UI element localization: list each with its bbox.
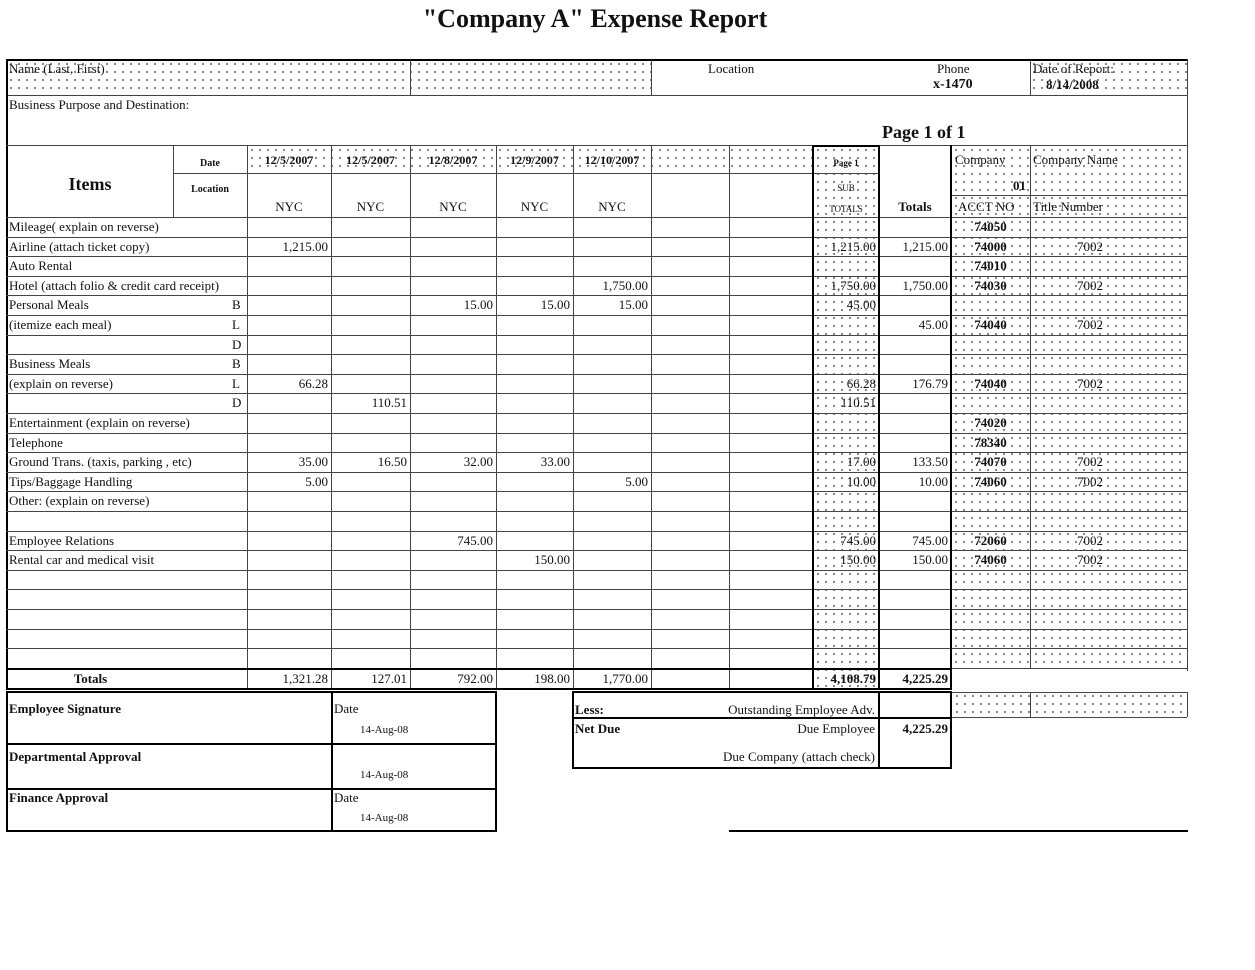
day-location: NYC — [275, 199, 303, 214]
row-label: Ground Trans. (taxis, parking , etc) — [9, 454, 192, 470]
row-line — [6, 511, 1188, 512]
grand-total: 4,225.29 — [902, 670, 948, 686]
row-line — [6, 256, 1188, 257]
row-total: 150.00 — [912, 552, 948, 568]
row-label: Hotel (attach folio & credit card receipt) — [9, 277, 220, 293]
row-label: Tips/Baggage Handling — [9, 473, 133, 489]
title-number: 7002 — [1077, 552, 1103, 568]
row-line — [6, 609, 1188, 610]
business-purpose-label: Business Purpose and Destination: — [9, 97, 190, 112]
day-date: 12/8/2007 — [428, 153, 478, 167]
day-amount: 35.00 — [298, 454, 328, 470]
row-meal-letter: L — [232, 317, 240, 332]
acct-number: 74070 — [974, 454, 1007, 470]
due-employee-value: 4,225.29 — [902, 721, 948, 736]
subtotals-column-shading — [814, 146, 878, 687]
phone-label: Phone — [937, 61, 970, 76]
row-line — [6, 315, 1188, 316]
subtotals-border-left — [812, 145, 814, 688]
signature-line — [729, 830, 1188, 832]
row-total: 133.50 — [912, 454, 948, 470]
row-total: 176.79 — [912, 375, 948, 391]
day-date: 12/5/2007 — [346, 153, 395, 167]
column-line — [573, 145, 574, 688]
row-line — [6, 452, 1188, 453]
acct-number: 74040 — [974, 317, 1007, 332]
row-label: Other: (explain on reverse) — [9, 493, 150, 509]
row-line — [6, 433, 1188, 434]
row-line — [6, 295, 1188, 296]
row-total: 45.00 — [918, 317, 948, 332]
acct-number: 78340 — [974, 434, 1007, 450]
column-line — [247, 145, 248, 688]
company-name-label: Company Name — [1033, 152, 1118, 167]
day-location: NYC — [439, 199, 467, 214]
row-total: 745.00 — [912, 532, 948, 548]
subtotal-amount: 745.00 — [840, 532, 876, 548]
title-number: 7002 — [1077, 375, 1103, 391]
day-amount: 110.51 — [371, 395, 407, 411]
row-line — [6, 335, 1188, 336]
title-number: 7002 — [1077, 238, 1103, 254]
company-row-line — [951, 195, 1187, 196]
subtotal-amount: 45.00 — [846, 297, 876, 313]
title-number: 7002 — [1077, 277, 1103, 293]
items-header: Items — [68, 174, 112, 194]
finance-approval-label: Finance Approval — [9, 790, 109, 805]
totals-day-amount: 1,770.00 — [602, 670, 648, 686]
row-total: 1,215.00 — [902, 238, 948, 254]
title-number: 7002 — [1077, 532, 1103, 548]
due-employee-label: Due Employee — [797, 721, 875, 736]
column-line — [729, 145, 730, 688]
column-line — [331, 145, 332, 688]
column-line — [651, 145, 652, 688]
subtotal-amount: 1,215.00 — [830, 238, 876, 254]
row-meal-letter: B — [232, 356, 241, 372]
page-indicator: Page 1 of 1 — [882, 122, 966, 142]
acct-number: 74040 — [974, 375, 1007, 391]
row-meal-letter: D — [232, 395, 242, 411]
row-label: Personal Meals — [9, 297, 89, 313]
totals-row-label: Totals — [73, 670, 108, 686]
row-line — [6, 570, 1188, 571]
subtotals-border-right — [878, 145, 880, 688]
row-line — [6, 648, 1188, 649]
day-amount: 15.00 — [618, 297, 648, 313]
row-line — [6, 472, 1188, 473]
row-total: 1,750.00 — [902, 277, 948, 293]
day-location: NYC — [356, 199, 385, 214]
acct-number: 72060 — [974, 532, 1007, 548]
departmental-approval-label: Departmental Approval — [9, 749, 142, 764]
finance-date-value: 14-Aug-08 — [360, 812, 409, 824]
day-amount: 33.00 — [540, 454, 570, 470]
day-date: 12/10/2007 — [584, 153, 640, 167]
totals-day-amount: 127.01 — [371, 670, 407, 686]
subtotal-amount: 1,750.00 — [830, 277, 876, 293]
day-date: 12/9/2007 — [510, 153, 559, 167]
totals-day-amount: 198.00 — [534, 670, 570, 686]
column-line — [1030, 145, 1031, 668]
employee-signature-label: Employee Signature — [9, 701, 122, 716]
row-label: Auto Rental — [9, 258, 73, 274]
row-label: Entertainment (explain on reverse) — [9, 415, 190, 430]
row-label: (explain on reverse) — [9, 375, 113, 391]
day-amount: 15.00 — [540, 297, 570, 313]
acct-number: 74050 — [974, 219, 1007, 234]
subtotal-amount: 17.00 — [846, 454, 876, 470]
acct-number: 74060 — [974, 552, 1007, 568]
title-number: 7002 — [1077, 317, 1103, 332]
acct-number: 74060 — [974, 473, 1007, 489]
date-of-report-label: Date of Report: — [1033, 61, 1114, 76]
date-of-report-value: 8/14/2008 — [1046, 77, 1099, 92]
company-code: 01 — [1013, 178, 1026, 193]
row-label: Telephone — [9, 434, 63, 450]
row-line — [6, 550, 1188, 551]
row-meal-letter: L — [232, 375, 240, 391]
net-due-label: Net Due — [575, 721, 621, 736]
row-meal-letter: D — [232, 336, 242, 352]
date-row-line — [173, 173, 879, 174]
day-amount: 16.50 — [377, 454, 407, 470]
row-line — [6, 237, 1188, 238]
row-line — [6, 531, 1188, 532]
column-line — [173, 145, 174, 217]
day-amount: 150.00 — [534, 552, 570, 568]
totals-header: Totals — [898, 199, 932, 214]
acct-number: 74020 — [974, 415, 1007, 430]
title-number-label: Title Number — [1033, 199, 1103, 214]
day-amount: 15.00 — [463, 297, 493, 313]
location-label: Location — [708, 61, 755, 76]
totals-day-amount: 1,321.28 — [282, 670, 328, 686]
row-line — [6, 413, 1188, 414]
row-label: (itemize each meal) — [9, 317, 112, 332]
totals-top-line — [6, 668, 952, 670]
row-line — [6, 393, 1188, 394]
subtotal-amount: 66.28 — [846, 375, 876, 391]
totals-bottom-line — [6, 688, 952, 690]
less-label: Less: — [575, 702, 604, 717]
day-location: NYC — [598, 199, 626, 214]
subtotal-amount: 10.00 — [846, 473, 876, 489]
day-amount: 5.00 — [305, 473, 328, 489]
subtotals-border-top — [812, 145, 880, 147]
totals-subtotal: 4,108.79 — [830, 670, 876, 686]
column-line — [410, 145, 411, 688]
column-line — [1187, 145, 1188, 668]
date-header-label: Date — [200, 158, 220, 169]
day-amount: 745.00 — [457, 532, 493, 548]
day-amount: 5.00 — [625, 473, 648, 489]
day-location: NYC — [520, 199, 549, 214]
acct-number: 74030 — [974, 277, 1007, 293]
row-total: 10.00 — [918, 473, 948, 489]
subtotals-totals-label: TOTALS — [829, 204, 863, 214]
row-line — [6, 589, 1188, 590]
row-label: Airline (attach ticket copy) — [9, 238, 150, 254]
totals-day-amount: 792.00 — [457, 670, 493, 686]
acct-no-label: ACCT NO — [958, 199, 1015, 214]
day-amount: 1,215.00 — [282, 238, 328, 254]
acct-number: 74000 — [974, 238, 1007, 254]
employee-date-label: Date — [334, 701, 359, 716]
row-line — [6, 354, 1188, 355]
outstanding-advance-label: Outstanding Employee Adv. — [728, 702, 875, 717]
summary-account-shading — [953, 692, 1187, 716]
column-line — [496, 145, 497, 688]
title-number: 7002 — [1077, 454, 1103, 470]
row-line — [6, 276, 1188, 277]
finance-date-label: Date — [334, 790, 359, 805]
subtotals-sub-label: SUB — [837, 183, 855, 193]
company-label: Company — [955, 152, 1006, 167]
row-line — [6, 217, 1188, 218]
title-number: 7002 — [1077, 473, 1103, 489]
acct-number: 74010 — [974, 258, 1007, 274]
day-date: 12/5/2007 — [264, 153, 314, 167]
day-amount: 66.28 — [298, 375, 328, 391]
row-line — [6, 629, 1188, 630]
row-line — [6, 374, 1188, 375]
row-label: Business Meals — [9, 356, 91, 372]
grid-top-line — [6, 145, 1188, 146]
subtotal-amount: 150.00 — [840, 552, 876, 568]
row-line — [6, 491, 1188, 492]
subtotals-page-label: Page 1 — [833, 158, 859, 168]
row-label: Employee Relations — [9, 532, 115, 548]
dept-date-value: 14-Aug-08 — [360, 769, 409, 781]
name-label: Name (Last, First) — [9, 61, 105, 76]
day-amount: 1,750.00 — [602, 277, 648, 293]
day-amount: 32.00 — [463, 454, 493, 470]
subtotal-amount: 110.51 — [840, 395, 876, 411]
row-meal-letter: B — [232, 297, 241, 313]
phone-value: x-1470 — [933, 77, 973, 92]
report-title: "Company A" Expense Report — [422, 4, 768, 33]
row-label: Rental car and medical visit — [9, 552, 155, 568]
employee-date-value: 14-Aug-08 — [360, 724, 409, 736]
location-header-label: Location — [191, 184, 229, 195]
row-label: Mileage( explain on reverse) — [9, 219, 159, 234]
due-company-label: Due Company (attach check) — [723, 749, 875, 764]
